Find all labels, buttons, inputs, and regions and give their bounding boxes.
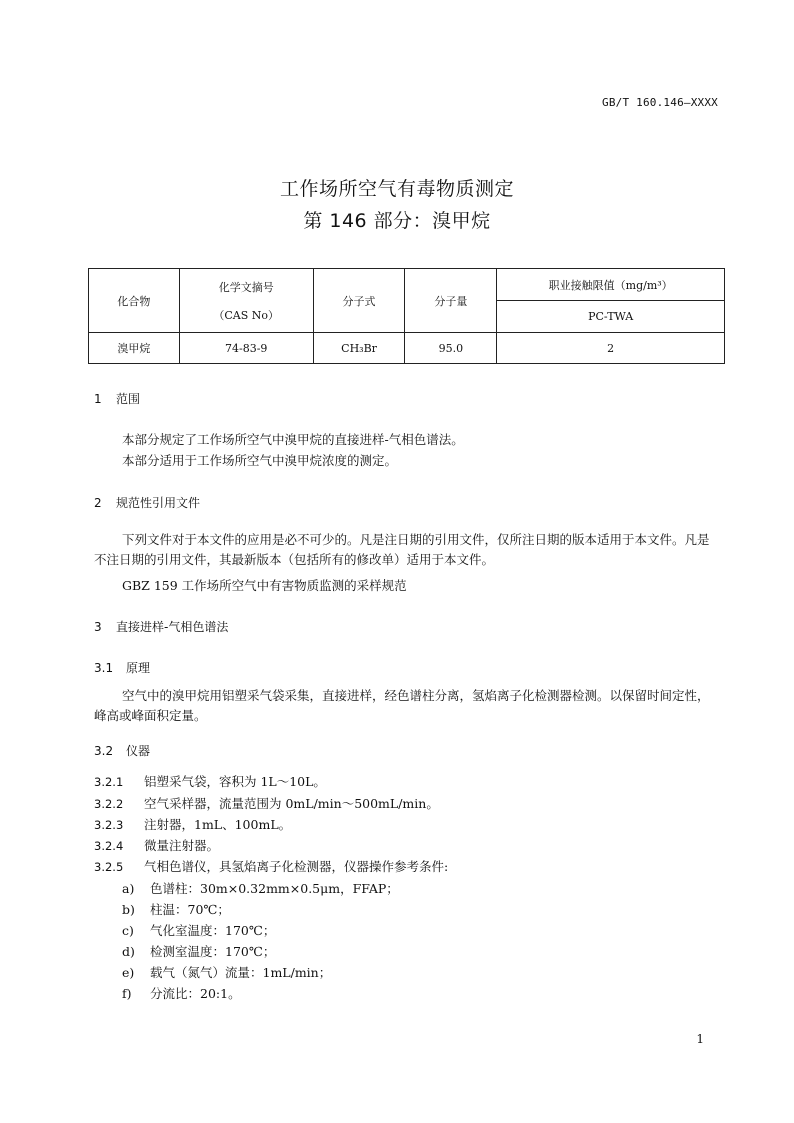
list-item bbox=[94, 857, 448, 875]
cell-molecular-weight: 95.0 bbox=[405, 333, 497, 364]
section-number: 1 bbox=[94, 392, 102, 406]
section-3-1-heading bbox=[94, 659, 150, 676]
header-molecular-weight: 分子量 bbox=[405, 269, 497, 333]
section-title: 规范性引用文件 bbox=[116, 496, 201, 510]
section-2-paragraph: 下列文件对于本文件的应用是必不可少的。凡是注日期的引用文件，仅所注日期的版本适用于本文件。凡是不注日期的引用文件，其最新版本（包括所有的修改单）适用于本文件。 bbox=[94, 532, 710, 567]
condition-letter: b) bbox=[122, 902, 135, 917]
condition-letter: d) bbox=[122, 944, 135, 959]
section-1-heading bbox=[94, 390, 140, 407]
condition-text: 柱温：70℃； bbox=[150, 902, 230, 917]
document-subtitle: 第 146 部分：溴甲烷 bbox=[303, 210, 491, 232]
section-3-1-paragraph: 空气中的溴甲烷用铝塑采气袋采集，直接进样，经色谱柱分离，氢焰离子化检测器检测。以保留时间定性，峰高或峰面积定量。 bbox=[94, 688, 710, 723]
condition-text: 检测室温度：170℃； bbox=[150, 944, 276, 959]
item-number: 3.2.4 bbox=[94, 839, 124, 853]
section-3-heading bbox=[94, 618, 228, 635]
item-number: 3.2.3 bbox=[94, 818, 124, 832]
condition-letter: e) bbox=[122, 965, 135, 980]
condition-item bbox=[122, 942, 275, 960]
section-title: 原理 bbox=[126, 661, 151, 675]
header-cas-line2: （CAS No） bbox=[213, 308, 280, 322]
exposure-limit-table bbox=[88, 268, 725, 364]
item-text: 空气采样器，流量范围为 0mL/min～500mL/min。 bbox=[144, 796, 439, 811]
item-number: 3.2.2 bbox=[94, 797, 124, 811]
table-row bbox=[89, 333, 725, 364]
section-number: 3 bbox=[94, 620, 102, 634]
condition-text: 气化室温度：170℃； bbox=[150, 923, 276, 938]
header-pc-twa: PC-TWA bbox=[497, 301, 725, 333]
section-title: 仪器 bbox=[126, 744, 151, 758]
cell-formula: CH₃Br bbox=[313, 333, 405, 364]
item-number: 3.2.1 bbox=[94, 775, 124, 789]
document-title: 工作场所空气有毒物质测定 bbox=[279, 178, 514, 200]
header-cas-line1: 化学文摘号 bbox=[218, 280, 274, 294]
condition-text: 分流比：20:1。 bbox=[150, 986, 241, 1001]
section-title: 直接进样-气相色谱法 bbox=[116, 620, 229, 634]
list-item bbox=[94, 836, 219, 854]
condition-item bbox=[122, 879, 399, 897]
item-text: 气相色谱仪，具氢焰离子化检测器，仪器操作参考条件: bbox=[144, 859, 449, 874]
header-formula: 分子式 bbox=[313, 269, 405, 333]
item-number: 3.2.5 bbox=[94, 860, 124, 874]
condition-letter: f) bbox=[122, 986, 132, 1001]
section-number: 3.1 bbox=[94, 661, 114, 675]
section-2-heading bbox=[94, 494, 200, 511]
normative-reference: GBZ 159 工作场所空气中有害物质监测的采样规范 bbox=[122, 578, 407, 593]
condition-item bbox=[122, 921, 275, 939]
condition-item bbox=[122, 984, 241, 1002]
item-text: 微量注射器。 bbox=[144, 838, 220, 853]
section-3-2-heading bbox=[94, 742, 150, 759]
item-text: 注射器，1mL、100mL。 bbox=[144, 817, 292, 832]
condition-item bbox=[122, 900, 230, 918]
cell-compound: 溴甲烷 bbox=[89, 333, 180, 364]
item-text: 铝塑采气袋，容积为 1L～10L。 bbox=[144, 774, 326, 789]
condition-text: 色谱柱：30m×0.32mm×0.5μm，FFAP； bbox=[150, 881, 399, 896]
header-cas bbox=[179, 269, 313, 333]
section-title: 范围 bbox=[116, 392, 141, 406]
condition-item bbox=[122, 963, 331, 981]
list-item bbox=[94, 794, 439, 812]
list-item bbox=[94, 772, 326, 790]
document-code: GB/T 160.146—XXXX bbox=[602, 96, 718, 109]
condition-letter: a) bbox=[122, 881, 135, 896]
section-1-paragraph-2: 本部分适用于工作场所空气中溴甲烷浓度的测定。 bbox=[122, 453, 398, 468]
header-compound: 化合物 bbox=[89, 269, 180, 333]
cell-pc-twa: 2 bbox=[497, 333, 725, 364]
section-number: 2 bbox=[94, 496, 102, 510]
section-1-paragraph-1: 本部分规定了工作场所空气中溴甲烷的直接进样-气相色谱法。 bbox=[122, 432, 464, 447]
condition-letter: c) bbox=[122, 923, 134, 938]
cell-cas: 74-83-9 bbox=[179, 333, 313, 364]
condition-text: 载气（氮气）流量：1mL/min； bbox=[150, 965, 332, 980]
page-number: 1 bbox=[696, 1032, 704, 1046]
section-number: 3.2 bbox=[94, 744, 114, 758]
header-oel: 职业接触限值（mg/m³） bbox=[497, 269, 725, 301]
list-item bbox=[94, 815, 291, 833]
